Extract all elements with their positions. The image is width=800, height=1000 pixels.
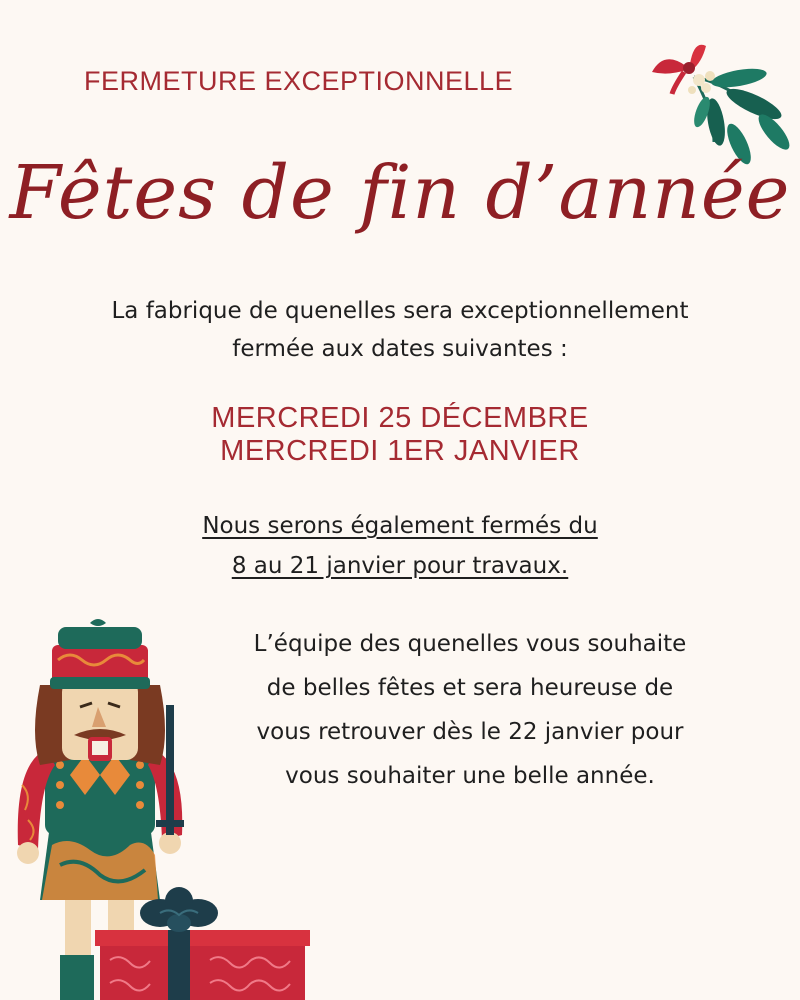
intro-line: fermée aux dates suivantes : bbox=[232, 336, 568, 362]
gift-box-icon bbox=[90, 885, 320, 1000]
works-notice bbox=[100, 506, 700, 586]
works-notice-line: Nous serons également fermés du bbox=[202, 513, 598, 539]
wishes-text bbox=[170, 622, 770, 798]
intro-text bbox=[80, 292, 720, 368]
wishes-line: de belles fêtes et sera heureuse de bbox=[266, 675, 674, 701]
works-notice-line: 8 au 21 janvier pour travaux. bbox=[231, 553, 569, 579]
wishes-line: vous souhaiter une belle année. bbox=[285, 763, 655, 789]
wishes-line: L’équipe des quenelles vous souhaite bbox=[253, 631, 687, 657]
closure-date: MERCREDI 1ER JANVIER bbox=[220, 435, 580, 467]
closure-kicker: FERMETURE EXCEPTIONNELLE bbox=[84, 66, 514, 96]
closure-dates bbox=[100, 402, 700, 468]
intro-line: La fabrique de quenelles sera exceptionnellement bbox=[111, 298, 689, 324]
wishes-line: vous retrouver dès le 22 janvier pour bbox=[256, 719, 684, 745]
page-title: Fêtes de fin d’année bbox=[9, 150, 791, 236]
closure-date: MERCREDI 25 DÉCEMBRE bbox=[211, 402, 589, 434]
